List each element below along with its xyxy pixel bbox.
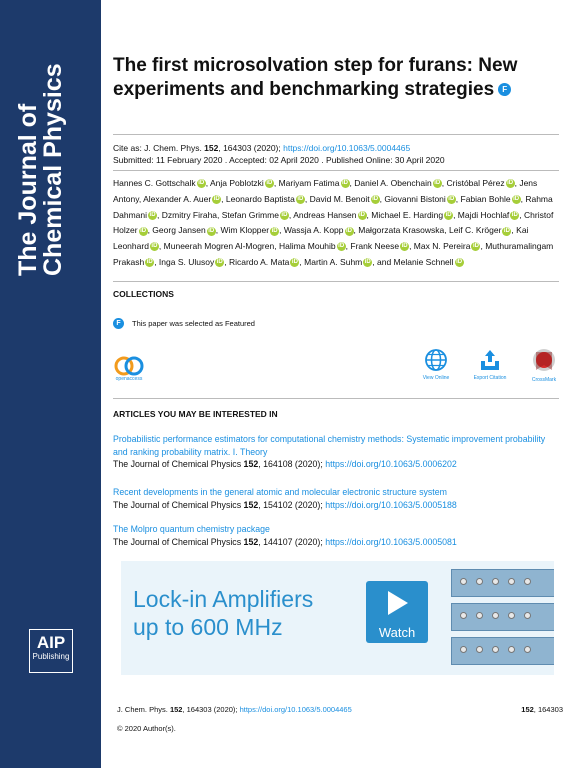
orcid-icon[interactable]: iD (372, 196, 379, 203)
orcid-icon[interactable]: iD (297, 196, 304, 203)
journal-name-line1: The Journal of (14, 103, 42, 276)
orcid-icon[interactable]: iD (472, 243, 479, 250)
orcid-icon[interactable]: iD (445, 211, 452, 218)
related-article-doi-link[interactable]: https://doi.org/10.1063/5.0006202 (325, 459, 457, 469)
related-article-journal: The Journal of Chemical Physics (113, 536, 244, 547)
author-name[interactable]: Georg Jansen (152, 225, 206, 236)
author-name[interactable]: Majdi Hochlaf (457, 209, 510, 220)
instrument-image (451, 569, 554, 597)
export-icon (478, 348, 502, 372)
orcid-icon[interactable]: iD (281, 211, 288, 218)
orcid-icon[interactable]: iD (149, 211, 156, 218)
orcid-icon[interactable]: iD (359, 211, 366, 218)
orcid-icon[interactable]: iD (198, 180, 205, 187)
footer-cite-volume: 152 (169, 705, 183, 714)
aip-logo-subtext: Publishing (32, 652, 70, 661)
author-name[interactable]: Christof Holzer (113, 209, 554, 236)
orcid-icon[interactable]: iD (271, 227, 278, 234)
cite-prefix: Cite as: J. Chem. Phys. (113, 143, 205, 153)
orcid-icon[interactable]: iD (342, 180, 348, 187)
related-article-volume: 152 (243, 499, 259, 510)
orcid-icon[interactable]: iD (507, 180, 514, 187)
author-name[interactable]: Mariyam Fatima (278, 178, 340, 188)
author-name[interactable]: Muneerah Mogren Al-Mogren (163, 241, 275, 252)
author-name[interactable]: Wim Klopper (220, 225, 270, 236)
author-name[interactable]: Giovanni Bistoni (384, 193, 446, 204)
footer-doi-link[interactable]: https://doi.org/10.1063/5.0004465 (239, 705, 352, 714)
author-name[interactable]: David M. Benoit (309, 193, 370, 204)
author-name[interactable]: Rahma Dahmani (113, 193, 553, 220)
related-article-volume: 152 (243, 536, 259, 547)
article-doi-link[interactable]: https://doi.org/10.1063/5.0004465 (283, 143, 411, 153)
citation-block (113, 142, 559, 166)
author-name[interactable]: Daniel A. Obenchain (354, 178, 432, 188)
author-name[interactable]: Dzmitry Firaha (161, 209, 218, 220)
page-footer (117, 705, 563, 714)
orcid-icon[interactable]: iD (448, 196, 455, 203)
author-name[interactable]: Jens Antony (113, 178, 538, 204)
export-citation-button[interactable] (465, 348, 515, 381)
ad-line1: Lock-in Amplifiers (133, 586, 314, 612)
related-article-journal: The Journal of Chemical Physics (113, 499, 244, 510)
author-name[interactable]: Melanie Schnell (393, 256, 454, 267)
watch-button[interactable] (366, 581, 428, 643)
article-title-text: The first microsolvation step for furans: New experiments and benchmarking strategies (113, 55, 518, 100)
author-and: and (377, 256, 394, 267)
footer-page-volume: 152 (521, 705, 534, 714)
aip-publishing-logo[interactable] (29, 629, 73, 673)
play-icon (388, 591, 408, 615)
orcid-icon[interactable]: iD (216, 259, 223, 266)
related-article-doi-link[interactable]: https://doi.org/10.1063/5.0005081 (325, 536, 457, 547)
article-title[interactable] (113, 54, 553, 102)
aip-logo-text: AIP (36, 633, 66, 652)
view-online-label: View Online (422, 375, 450, 381)
related-article-title[interactable]: Probabilistic performance estimators for computational chemistry methods: Systematic improvement probability and ranking probability matrix. I. Theory (113, 434, 546, 457)
related-article (113, 523, 559, 548)
related-article-title[interactable]: Recent developments in the general atomic and molecular electronic structure system (113, 487, 447, 497)
author-name[interactable]: Max N. Pereira (413, 241, 471, 252)
related-article (113, 486, 559, 511)
author-name[interactable]: Frank Neese (350, 241, 400, 252)
ad-headline (133, 585, 313, 641)
orcid-icon[interactable]: iD (456, 259, 463, 266)
divider (113, 398, 559, 399)
crossmark-icon (532, 348, 556, 374)
author-name[interactable]: Andreas Hansen (293, 209, 357, 220)
author-name[interactable]: Wassja A. Kopp (283, 225, 344, 236)
view-online-button[interactable] (411, 348, 461, 381)
orcid-icon[interactable]: iD (503, 227, 510, 234)
author-name[interactable]: Cristóbal Pérez (446, 178, 505, 188)
orcid-icon[interactable]: iD (513, 196, 520, 203)
author-name[interactable]: Muthuramalingam Prakash (113, 241, 554, 267)
watch-label: Watch (378, 625, 416, 640)
related-article-ref: , 164108 (2020); (258, 459, 326, 469)
author-name[interactable]: Anja Poblotzki (209, 178, 264, 188)
author-name[interactable]: Stefan Grimme (221, 209, 279, 220)
export-citation-label: Export Citation (473, 375, 507, 381)
orcid-icon[interactable]: iD (208, 227, 215, 234)
featured-collection[interactable] (113, 318, 255, 329)
related-articles-heading: ARTICLES YOU MAY BE INTERESTED IN (113, 409, 278, 419)
featured-text: This paper was selected as Featured (132, 319, 255, 328)
divider (113, 170, 559, 171)
author-name[interactable]: Leif C. Kröger (448, 225, 502, 236)
orcid-icon[interactable]: iD (511, 211, 518, 218)
author-name[interactable]: Leonardo Baptista (225, 193, 295, 204)
footer-page-number: , 164303 (533, 705, 563, 714)
copyright-notice: © 2020 Author(s). (117, 724, 176, 733)
featured-badge-icon[interactable]: F (498, 83, 511, 96)
crossmark-button[interactable] (519, 348, 569, 383)
open-access-label: openaccess (115, 376, 143, 382)
collections-heading: COLLECTIONS (113, 289, 174, 299)
crossmark-label: CrossMark (531, 377, 557, 383)
author-name[interactable]: Małgorzata Krasowska (358, 225, 445, 236)
orcid-icon[interactable]: iD (146, 259, 153, 266)
orcid-icon[interactable]: iD (338, 243, 345, 250)
related-article-ref: , 154102 (2020); (258, 499, 326, 510)
instrument-image (451, 637, 554, 665)
related-article-journal: The Journal of Chemical Physics (113, 459, 244, 469)
orcid-icon[interactable]: iD (401, 243, 408, 250)
author-name[interactable]: Kai Leonhard (113, 225, 529, 252)
author-name[interactable]: Hannes C. Gottschalk (113, 178, 196, 188)
author-name[interactable]: Martin A. Suhm (304, 256, 363, 267)
orcid-icon[interactable]: iD (266, 180, 273, 187)
author-list: Hannes C. Gottschalk iD , Anja Poblotzki iD , Mariyam Fatima iD , Daniel A. Obenchain iD , Cristóbal Pérez iD , Jens Antony, Alexander A. Auer iD , Leonardo Baptista iD , David M. Benoit iD , Giovanni Bistoni iD , Fabian Bohle iD , Rahma Dahmani iD , Dzmitry Firaha, Stefan Grimme iD , Andreas Hansen iD , Michael E. Harding iD , Majdi Hochlaf iD , Christof Holzer iD , Georg Jansen iD , Wim Klopper iD , Wassja A. Kopp iD , Małgorzata Krasowska, Leif C. Kröger iD , Kai Leonhard iD , Muneerah Mogren Al-Mogren, Halima Mouhib iD , Frank Neese iD , Max N. Pereira iD , Muthuramalingam Prakash iD , Inga S. Ulusoy iD , Ricardo A. Mata iD , Martin A. Suhm iD , and Melanie Schnell iD (113, 178, 554, 267)
orcid-icon[interactable]: iD (151, 243, 158, 250)
author-name[interactable]: Michael E. Harding (371, 209, 444, 220)
divider (113, 134, 559, 135)
related-article-doi-link[interactable]: https://doi.org/10.1063/5.0005188 (325, 499, 457, 510)
related-article-title[interactable]: The Molpro quantum chemistry package (113, 524, 270, 534)
related-article-volume: 152 (243, 459, 259, 469)
globe-icon (424, 348, 448, 372)
orcid-icon[interactable]: iD (364, 259, 371, 266)
journal-sidebar (0, 0, 101, 768)
orcid-icon[interactable]: iD (346, 227, 353, 234)
author-name[interactable]: Halima Mouhib (278, 241, 336, 252)
featured-badge-icon: F (113, 318, 124, 329)
author-name[interactable]: Inga S. Ulusoy (158, 256, 215, 267)
footer-page-ref (521, 705, 563, 714)
author-name[interactable]: Ricardo A. Mata (228, 256, 290, 267)
cite-volume: 152 (204, 143, 219, 153)
footer-cite-rest: , 164303 (2020); (182, 705, 240, 714)
related-article (113, 433, 559, 471)
advertisement-banner[interactable] (121, 561, 554, 675)
cite-rest: , 164303 (2020); (218, 143, 284, 153)
footer-cite-prefix: J. Chem. Phys. (117, 705, 170, 714)
orcid-icon[interactable]: iD (140, 227, 147, 234)
instrument-image (451, 603, 554, 631)
ad-line2: up to 600 MHz (133, 614, 283, 640)
orcid-icon[interactable]: iD (434, 180, 441, 187)
article-dates: Submitted: 11 February 2020 . Accepted: 02 April 2020 . Published Online: 30 April 2020 (113, 155, 445, 165)
divider (113, 281, 559, 282)
journal-name (16, 36, 66, 276)
author-name[interactable]: Fabian Bohle (460, 193, 511, 204)
related-article-ref: , 144107 (2020); (258, 536, 326, 547)
journal-name-line2: Chemical Physics (39, 63, 67, 276)
orcid-icon[interactable]: iD (213, 196, 220, 203)
author-name[interactable]: Alexander A. Auer (143, 193, 212, 204)
orcid-icon[interactable]: iD (291, 259, 298, 266)
